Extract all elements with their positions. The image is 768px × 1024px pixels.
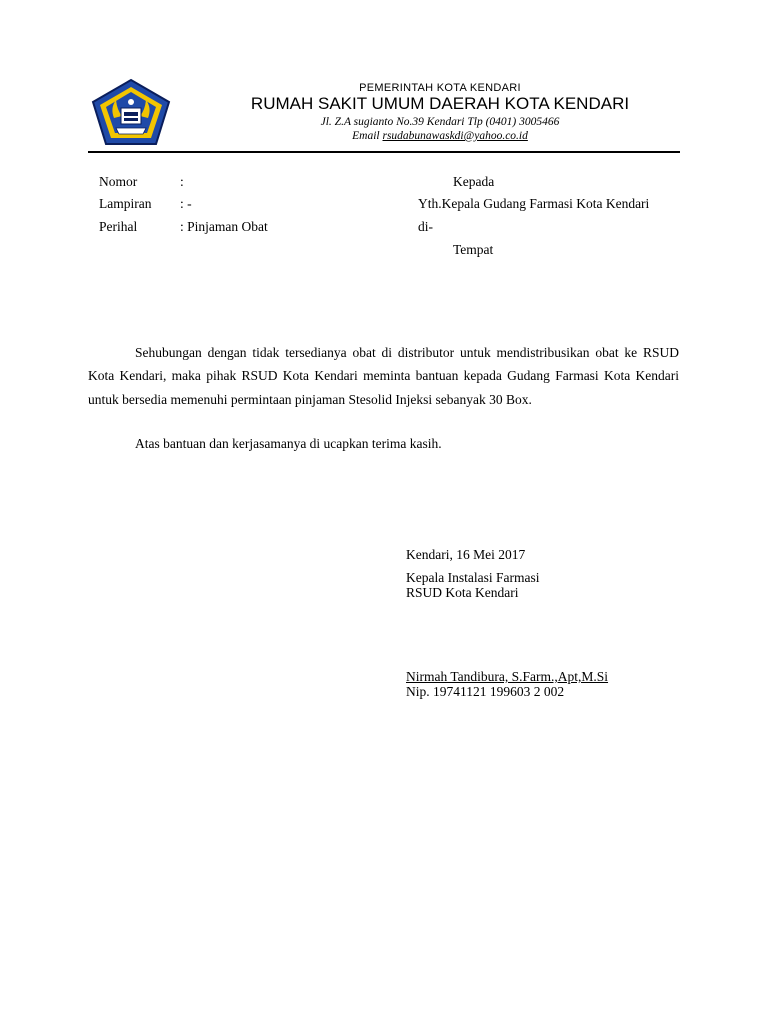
lampiran-value: : - — [180, 196, 192, 211]
email-link[interactable]: rsudabunawaskdi@yahoo.co.id — [382, 130, 528, 142]
recipient-kepada: Kepada — [453, 174, 495, 189]
signatory-name: Nirmah Tandibura, S.Farm.,Apt,M.Si — [406, 669, 609, 684]
perihal-label: Perihal — [99, 219, 138, 234]
recipient-di: di- — [418, 219, 433, 234]
institution-name: RUMAH SAKIT UMUM DAERAH KOTA KENDARI — [250, 94, 630, 113]
perihal-value: : Pinjaman Obat — [180, 219, 268, 234]
lampiran-label: Lampiran — [99, 196, 152, 211]
government-name: PEMERINTAH KOTA KENDARI — [359, 82, 521, 94]
email-label: Email — [352, 130, 383, 142]
recipient-yth: Yth.Kepala Gudang Farmasi Kota Kendari — [418, 196, 650, 211]
signature-place-date: Kendari, 16 Mei 2017 — [406, 547, 526, 562]
signature-position-line1: Kepala Instalasi Farmasi — [406, 570, 540, 585]
body-paragraph-1: Sehubungan dengan tidak tersedianya obat di distributor untuk mendistribusikan obat ke RSUD Kota Kendari, maka pihak RSUD Kota Kendari meminta bantuan kepada Gudang Farmasi Kota Kendari untuk bersedia memenuhi permintaan pinjaman Stesolid Injeksi sebanyak 30 Box. — [88, 345, 679, 407]
kendari-city-emblem-icon — [90, 78, 172, 148]
signatory-nip: Nip. 19741121 199603 2 002 — [406, 684, 565, 699]
letterhead-divider — [88, 151, 680, 153]
nomor-value: : — [180, 174, 184, 189]
institution-email-line — [180, 130, 700, 142]
institution-address: Jl. Z.A sugianto No.39 Kendari Tlp (0401) 3005466 — [320, 116, 560, 128]
nomor-label: Nomor — [99, 174, 138, 189]
recipient-tempat: Tempat — [453, 242, 494, 257]
signature-position-line2: RSUD Kota Kendari — [406, 585, 519, 600]
body-paragraph-2: Atas bantuan dan kerjasamanya di ucapkan terima kasih. — [135, 436, 442, 451]
